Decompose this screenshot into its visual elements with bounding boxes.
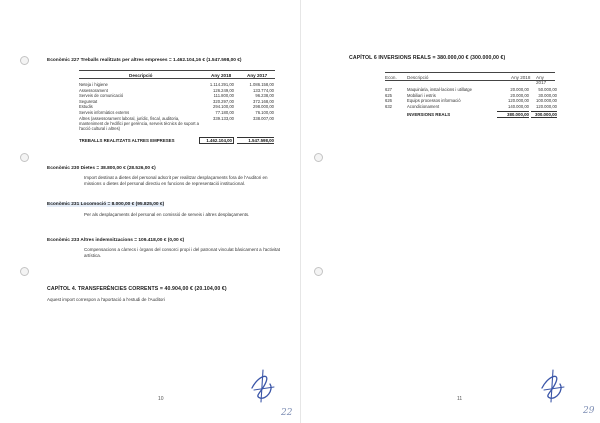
chapter-6-title: CAPÍTOL 6 INVERSIONS REALS = 380.000,00 € (300.000,00 €) [349, 55, 506, 61]
binder-hole [20, 56, 29, 65]
binder-hole [20, 153, 29, 162]
page-number: 11 [457, 396, 463, 402]
contractors-table [79, 70, 275, 145]
row-description: Maquinària, instal·lacions i utillatge [407, 87, 472, 92]
row-2017: 133.774,00 [253, 87, 274, 93]
row-description: Serveis informàtics externs [79, 109, 130, 115]
row-2017: 30.000,00 [538, 92, 557, 98]
row-description: Equips processos informació [407, 98, 461, 104]
binder-hole [20, 267, 29, 276]
binder-hole [314, 153, 323, 162]
total-2018: 1.462.104,00 [199, 137, 234, 144]
total-2018: 380.000,00 [497, 111, 529, 118]
row-description: Estudis [79, 104, 93, 110]
row-2017: 372.168,00 [253, 98, 274, 104]
row-description: Altres (assessorament laboral, jurídic, fiscal, auditoria, manteniment de l'edifici per gerència, serveis tècnics de suport a l'acció cultural i altres) [79, 115, 199, 131]
col-2018-header: Any 2018 [211, 72, 232, 78]
row-description: Seguretat [79, 98, 98, 104]
table-header [385, 72, 555, 85]
row-2017: 298.000,00 [253, 104, 274, 110]
table-row [79, 116, 275, 133]
economic-231-title [47, 202, 164, 207]
right-page [300, 0, 600, 423]
binder-hole [314, 267, 323, 276]
handwritten-page-number: 22 [281, 408, 293, 418]
row-2018: 20.000,00 [510, 87, 529, 92]
chapter-4-title: CAPÍTOL 4. TRANSFERÈNCIES CORRENTS = 40.904,00 € (20.104,00 €) [47, 286, 227, 292]
table-total-row [79, 137, 275, 145]
row-2018: 111.800,00 [213, 93, 234, 99]
table-row [385, 104, 555, 110]
handwritten-page-number: 29 [583, 406, 595, 416]
row-2017: 76.100,00 [255, 109, 274, 115]
economic-231-text: Per als desplaçaments del personal en comissió de serveis i altres desplaçaments. [84, 212, 250, 217]
row-2018: 294.100,00 [213, 104, 234, 110]
row-2018: 339.133,00 [213, 115, 234, 121]
total-label: TREBALLS REALITZATS ALTRES EMPRESES [79, 138, 175, 144]
investments-table [385, 72, 555, 119]
row-code: 625 [385, 92, 392, 98]
row-2018: 120.000,00 [508, 98, 529, 104]
row-2018: 126.249,00 [213, 87, 234, 93]
signature-mark [248, 368, 278, 404]
row-2017: 96.238,00 [255, 93, 274, 99]
row-code: 626 [385, 98, 392, 104]
col-2018-header: Any 2018 [511, 74, 531, 80]
row-2017: 50.000,00 [538, 87, 557, 92]
row-2017: 120.000,00 [536, 103, 557, 109]
col-2017-header: Any 2017 [247, 72, 268, 78]
row-description: Serveis de comunicació [79, 93, 124, 99]
row-2018: 320.297,00 [213, 98, 234, 104]
table-header [79, 70, 275, 79]
row-2017: 338.007,00 [253, 115, 274, 121]
chapter-4-text: Aquest import correspon a l'aportació a l'estudi de l'Auditori [47, 297, 165, 302]
row-2017: 1.086.158,00 [249, 82, 274, 87]
economic-230-title: Econòmic 230 Dietes = 38.800,00 € (28.526,00 €) [47, 166, 156, 171]
row-description: Mobiliari i estris [407, 92, 436, 98]
row-code: 632 [385, 103, 392, 109]
row-description: Assessorament [79, 87, 108, 93]
row-2018: 20.000,00 [510, 92, 529, 98]
table-total-row [385, 111, 555, 119]
table-body [385, 87, 555, 109]
row-description: Acondicionament [407, 103, 440, 109]
total-2017: 1.547.598,00 [237, 137, 274, 144]
col-description-header: Descripció [129, 72, 153, 78]
signature-mark [538, 368, 568, 404]
col-2017-header: Any 2017 [536, 74, 547, 85]
row-2018: 140.000,00 [508, 103, 529, 109]
row-2018: 1.114.291,00 [209, 82, 234, 87]
col-description-header: Descripció [407, 74, 429, 80]
economic-227-title: Econòmic 227 Treballs realitzats per altres empreses = 1.462.104,16 € (1.547.598,00 €) [47, 58, 242, 63]
economic-230-text: Import destinat a dietes del personal adscrit per realitzar desplaçaments fora de l'Auditori en missions o dietes del personal directiu en funcions de representació institucional. [84, 175, 268, 187]
economic-231-title-text: Econòmic 231 Locomoció = 8.000,00 € (95.825,00 €) [47, 202, 165, 207]
total-label: INVERSIONS REALS [407, 112, 451, 118]
page-number: 10 [158, 396, 164, 402]
col-code-header: Econ. [385, 74, 397, 80]
economic-233-text: Compensacions a càrrecs i òrgans del consorci propi i del patronat vinculat bàsicament a l'activitat artística. [84, 247, 280, 259]
row-code: 627 [385, 87, 392, 92]
economic-233-title: Econòmic 233 Altres indemnitzacions = 109.418,00 € (0,00 €) [47, 238, 185, 243]
total-2017: 300.000,00 [531, 111, 557, 118]
row-description: Neteja i higiene [79, 82, 108, 87]
row-2017: 100.000,00 [536, 98, 557, 104]
table-body [79, 82, 275, 132]
row-2018: 77.180,00 [215, 109, 234, 115]
